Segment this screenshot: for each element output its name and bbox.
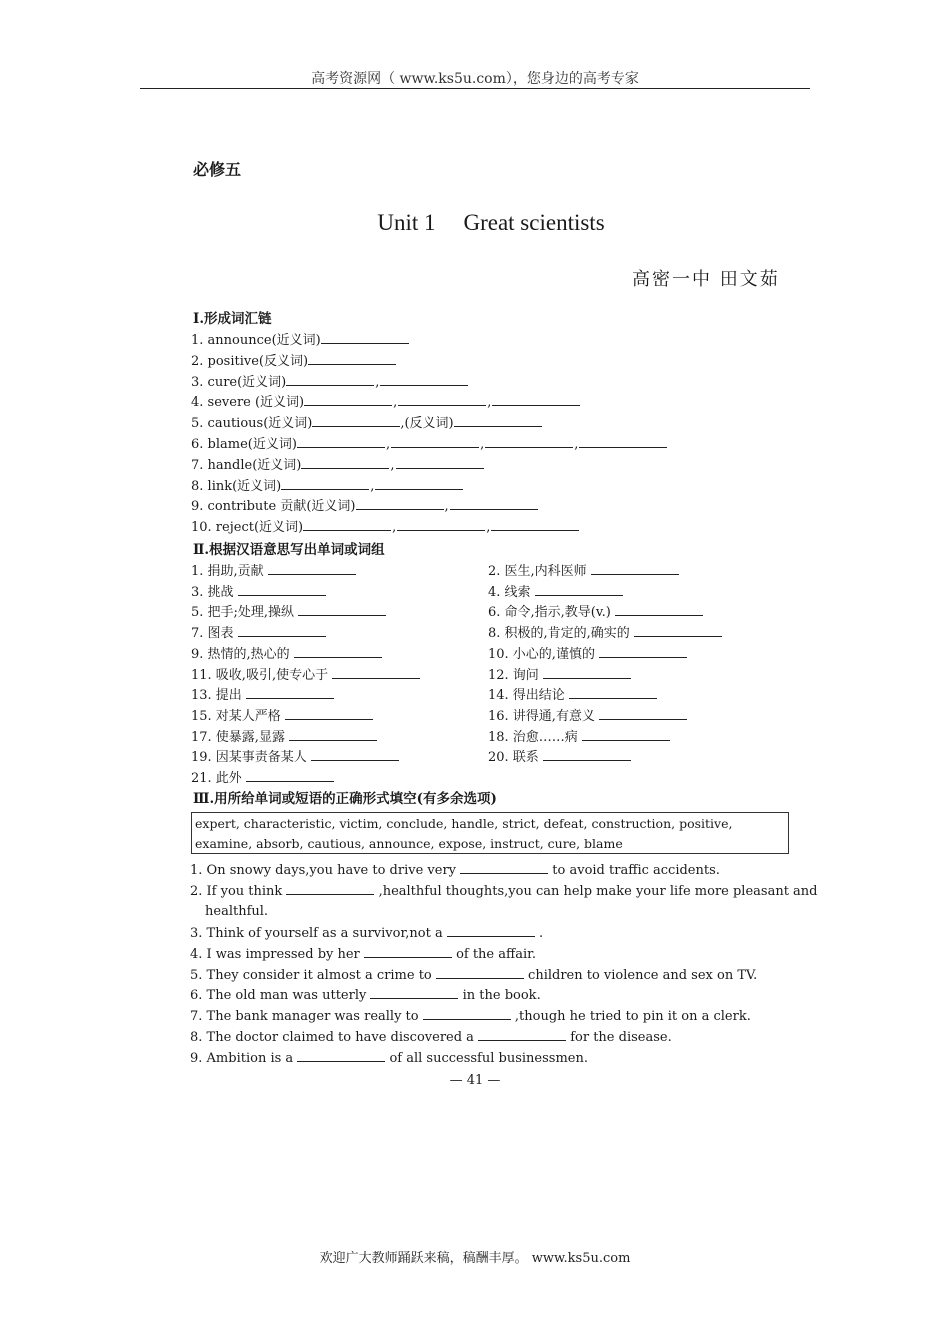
item-prompt: 18. 治愈……病 <box>488 729 578 745</box>
answer-blank[interactable] <box>297 1049 385 1062</box>
answer-blank[interactable] <box>582 728 670 741</box>
answer-blank[interactable] <box>380 373 468 386</box>
answer-blank[interactable] <box>289 728 377 741</box>
item-prompt: 16. 讲得通,有意义 <box>488 708 595 724</box>
translation-item <box>191 728 377 747</box>
item-prompt: 5. 把手;处理,操纵 <box>191 605 295 621</box>
sentence-before: 4. I was impressed by her <box>190 946 360 962</box>
translation-item <box>488 583 623 602</box>
separator: , <box>574 437 579 452</box>
author: 高密一中 田文茹 <box>632 269 780 290</box>
translation-item <box>191 603 386 622</box>
answer-blank[interactable] <box>286 882 374 895</box>
separator: , <box>444 499 449 515</box>
item-prompt: 17. 使暴露,显露 <box>191 729 285 745</box>
sentence-after: ,though he tried to pin it on a clerk. <box>514 1009 751 1025</box>
fill-in-sentence <box>205 903 268 921</box>
answer-blank[interactable] <box>375 477 463 490</box>
item-prompt: 12. 询问 <box>488 667 539 683</box>
item-prompt: 14. 得出结论 <box>488 688 565 704</box>
sentence-after: of the affair. <box>456 946 537 962</box>
item-prompt: 2. 医生,内科医师 <box>488 564 587 579</box>
item-prompt: 11. 吸收,吸引,使专心于 <box>191 667 329 683</box>
separator: , <box>480 437 485 452</box>
item-prompt: 15. 对某人严格 <box>191 708 281 724</box>
answer-blank[interactable] <box>356 497 444 510</box>
item-prompt: 4. severe (近义词) <box>191 395 305 411</box>
translation-item <box>488 645 687 664</box>
item-prompt: 3. 挑战 <box>191 584 234 600</box>
answer-blank[interactable] <box>450 497 538 510</box>
sentence-before: healthful. <box>205 903 269 919</box>
fill-in-sentence <box>190 1049 588 1068</box>
item-prompt: 20. 联系 <box>488 750 539 766</box>
item-prompt: 7. handle(近义词) <box>191 457 302 473</box>
item-prompt: 6. blame(近义词) <box>191 437 297 452</box>
translation-item <box>488 728 670 747</box>
answer-blank[interactable] <box>321 331 409 344</box>
vocab-chain-item <box>191 393 580 412</box>
answer-blank[interactable] <box>238 583 326 596</box>
sentence-after: ,healthful thoughts,you can help make your life more pleasant and <box>378 883 818 899</box>
translation-item <box>191 562 356 581</box>
answer-blank[interactable] <box>447 924 535 937</box>
item-prompt: 4. 线索 <box>488 584 531 600</box>
sentence-after: . <box>539 925 544 941</box>
translation-item <box>191 686 334 705</box>
answer-blank[interactable] <box>599 645 687 658</box>
section2-heading: Ⅱ.根据汉语意思写出单词或词组 <box>193 542 385 558</box>
separator: , <box>385 437 391 452</box>
word-bank-line: expert, characteristic, victim, conclude, handle, strict, defeat, construction, positive, <box>195 816 733 831</box>
book-label: 必修五 <box>193 160 242 179</box>
answer-blank[interactable] <box>478 1028 566 1041</box>
item-prompt: 19. 因某事责备某人 <box>191 750 307 766</box>
unit-title <box>0 210 950 236</box>
translation-item <box>488 748 631 767</box>
item-prompt: 10. reject(近义词) <box>191 520 304 536</box>
answer-blank[interactable] <box>303 518 391 531</box>
item-prompt: 1. 捐助,贡献 <box>191 564 264 579</box>
unit-name: Great scientists <box>463 210 605 235</box>
vocab-chain-item <box>191 373 468 392</box>
separator: , <box>486 520 491 536</box>
answer-blank[interactable] <box>436 966 524 979</box>
section3-heading: Ⅲ.用所给单词或短语的正确形式填空(有多余选项) <box>193 791 497 807</box>
sentence-after: in the book. <box>462 988 541 1004</box>
translation-item <box>488 707 687 726</box>
separator: , <box>487 395 492 411</box>
answer-blank[interactable] <box>396 456 484 469</box>
item-prompt: 9. contribute 贡献(近义词) <box>191 499 356 515</box>
answer-blank[interactable] <box>238 624 326 637</box>
sentence-after: for the disease. <box>570 1030 672 1046</box>
item-prompt: 2. positive(反义词) <box>191 353 309 369</box>
fill-in-sentence <box>190 924 543 943</box>
translation-item <box>191 769 334 788</box>
item-prompt: 10. 小心的,谨慎的 <box>488 646 595 662</box>
answer-blank[interactable] <box>491 518 579 531</box>
translation-item <box>191 666 420 685</box>
sentence-after: children to violence and sex on TV. <box>528 967 758 983</box>
answer-blank[interactable] <box>398 393 486 406</box>
answer-blank[interactable] <box>308 352 396 365</box>
answer-blank[interactable] <box>301 456 389 469</box>
page-footer: 欢迎广大教师踊跃来稿，稿酬丰厚。 www.ks5u.com <box>319 1251 631 1266</box>
vocab-chain-item <box>191 456 484 475</box>
answer-blank[interactable] <box>535 583 623 596</box>
vocab-chain-item <box>191 414 542 433</box>
translation-item <box>488 666 631 685</box>
vocab-chain-item <box>191 497 538 516</box>
answer-blank[interactable] <box>599 707 687 720</box>
answer-blank[interactable] <box>304 393 392 406</box>
answer-blank[interactable] <box>615 603 703 616</box>
answer-blank[interactable] <box>268 562 356 575</box>
answer-blank[interactable] <box>246 686 334 699</box>
section1-heading: Ⅰ.形成词汇链 <box>193 311 272 327</box>
fill-in-sentence <box>190 1028 672 1047</box>
answer-blank[interactable] <box>591 562 679 575</box>
word-bank-line: examine, absorb, cautious, announce, expose, instruct, cure, blame <box>195 836 623 851</box>
translation-item <box>191 707 373 726</box>
fill-in-sentence <box>190 986 541 1005</box>
answer-blank[interactable] <box>543 748 631 761</box>
translation-item <box>191 645 382 664</box>
answer-blank[interactable] <box>246 769 334 782</box>
page-header: 高考资源网（ www.ks5u.com），您身边的高考专家 <box>311 71 639 87</box>
answer-blank[interactable] <box>286 373 374 386</box>
answer-blank[interactable] <box>634 624 722 637</box>
item-prompt-extra: ,(反义词) <box>400 416 454 432</box>
answer-blank[interactable] <box>298 603 386 616</box>
sentence-after: to avoid traffic accidents. <box>552 863 720 878</box>
translation-item <box>488 686 657 705</box>
answer-blank[interactable] <box>370 986 458 999</box>
answer-blank[interactable] <box>397 518 485 531</box>
sentence-before: 9. Ambition is a <box>190 1051 294 1067</box>
separator: , <box>393 395 398 411</box>
item-prompt: 7. 图表 <box>191 626 234 642</box>
answer-blank[interactable] <box>297 435 385 448</box>
sentence-before: 2. If you think <box>190 883 283 899</box>
answer-blank[interactable] <box>460 861 548 874</box>
sentence-before: 1. On snowy days,you have to drive very <box>190 863 457 878</box>
item-prompt: 9. 热情的,热心的 <box>191 646 290 662</box>
answer-blank[interactable] <box>285 707 373 720</box>
item-prompt: 8. link(近义词) <box>191 478 282 494</box>
separator: , <box>370 478 375 494</box>
fill-in-sentence <box>190 1007 751 1026</box>
sentence-before: 3. Think of yourself as a survivor,not a <box>190 925 443 941</box>
answer-blank[interactable] <box>311 748 399 761</box>
answer-blank[interactable] <box>579 435 667 448</box>
answer-blank[interactable] <box>569 686 657 699</box>
fill-in-sentence <box>190 861 720 880</box>
answer-blank[interactable] <box>423 1007 511 1020</box>
translation-item <box>488 603 703 622</box>
fill-in-sentence <box>190 966 757 985</box>
page-number: — 41 — <box>449 1073 501 1088</box>
item-prompt: 3. cure(近义词) <box>191 374 287 390</box>
separator: , <box>392 520 397 536</box>
answer-blank[interactable] <box>364 945 452 958</box>
answer-blank[interactable] <box>312 414 400 427</box>
translation-item <box>488 624 722 643</box>
sentence-before: 8. The doctor claimed to have discovered a <box>190 1030 474 1046</box>
answer-blank[interactable] <box>294 645 382 658</box>
vocab-chain-item <box>191 518 579 537</box>
translation-item <box>488 562 679 581</box>
answer-blank[interactable] <box>332 666 420 679</box>
vocab-chain-item <box>191 435 667 454</box>
header-rule <box>140 88 810 89</box>
answer-blank[interactable] <box>454 414 542 427</box>
answer-blank[interactable] <box>485 435 573 448</box>
answer-blank[interactable] <box>543 666 631 679</box>
separator: , <box>390 457 395 473</box>
item-prompt: 21. 此外 <box>191 771 242 786</box>
vocab-chain-item <box>191 477 463 496</box>
item-prompt: 13. 提出 <box>191 688 242 704</box>
item-prompt: 1. announce(近义词) <box>191 333 321 348</box>
item-prompt: 6. 命令,指示,教导(v.) <box>488 605 611 621</box>
vocab-chain-item <box>191 352 396 371</box>
unit-number: Unit 1 <box>377 210 436 235</box>
item-prompt: 8. 积极的,肯定的,确实的 <box>488 626 630 642</box>
translation-item <box>191 748 399 767</box>
fill-in-sentence <box>190 945 536 964</box>
answer-blank[interactable] <box>281 477 369 490</box>
sentence-before: 7. The bank manager was really to <box>190 1009 419 1025</box>
sentence-before: 6. The old man was utterly <box>190 988 367 1004</box>
fill-in-sentence <box>190 882 818 901</box>
separator: , <box>375 374 380 390</box>
sentence-after: of all successful businessmen. <box>389 1051 588 1067</box>
item-prompt: 5. cautious(近义词) <box>191 416 313 432</box>
answer-blank[interactable] <box>492 393 580 406</box>
sentence-before: 5. They consider it almost a crime to <box>190 967 432 983</box>
vocab-chain-item <box>191 331 409 350</box>
word-bank <box>191 812 789 854</box>
translation-item <box>191 583 326 602</box>
answer-blank[interactable] <box>391 435 479 448</box>
translation-item <box>191 624 326 643</box>
